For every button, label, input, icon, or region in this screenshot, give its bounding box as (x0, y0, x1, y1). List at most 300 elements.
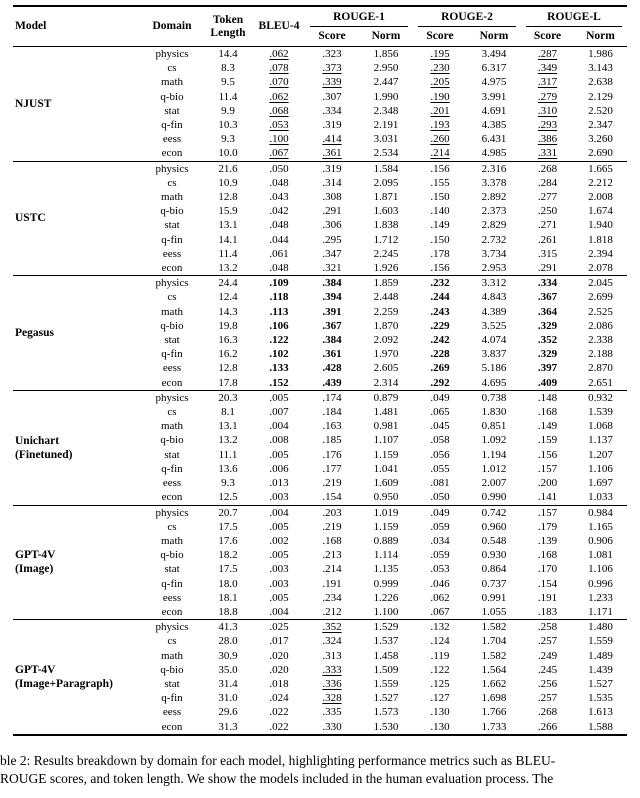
domain-label: econ (161, 605, 183, 618)
value-cell: 12.5 (218, 491, 238, 504)
domain-label: stat (164, 334, 180, 347)
domain-label: stat (164, 104, 180, 117)
value-cell: .244 (430, 291, 450, 304)
col-subheader-rougel-score: Score (533, 30, 562, 42)
col-subheader-rouge2-norm: Norm (479, 30, 509, 42)
value-cell: .367 (537, 291, 558, 304)
value-cell: .154 (537, 577, 558, 590)
value-cell: .043 (269, 191, 289, 204)
domain-label: eess (162, 477, 182, 490)
value-cell: 3.494 (481, 48, 507, 60)
value-cell: 31.0 (218, 692, 238, 705)
value-cell: 11.4 (218, 247, 238, 260)
domain-label: math (161, 420, 183, 433)
value-cell: 17.8 (218, 376, 238, 389)
value-cell: .314 (322, 176, 342, 189)
value-cell: .022 (269, 720, 289, 733)
value-cell: .053 (430, 563, 450, 576)
value-cell: 0.889 (373, 534, 399, 547)
token-header-line2: Length (210, 26, 246, 39)
model-name: Pegasus (15, 327, 54, 340)
col-subheader-rouge1-norm: Norm (371, 30, 401, 42)
value-cell: 2.092 (373, 334, 399, 347)
value-cell: .334 (322, 104, 342, 117)
value-cell: 12.8 (218, 362, 238, 375)
value-cell: 1.712 (373, 233, 399, 246)
value-cell: .256 (537, 677, 558, 690)
value-cell: 4.695 (481, 376, 507, 389)
value-cell: 9.5 (221, 76, 235, 89)
value-cell: .293 (537, 119, 558, 132)
value-cell: .284 (537, 176, 558, 189)
value-cell: .260 (430, 133, 450, 146)
value-cell: 31.3 (218, 720, 238, 733)
value-cell: 13.1 (218, 219, 238, 232)
value-cell: 2.394 (588, 247, 613, 260)
value-cell: 1.529 (373, 621, 399, 634)
value-cell: 1.537 (373, 635, 399, 648)
value-cell: .003 (269, 491, 289, 504)
domain-label: econ (161, 262, 183, 275)
value-cell: .266 (537, 720, 558, 733)
value-cell: .177 (322, 462, 342, 475)
domain-label: econ (161, 491, 183, 504)
value-cell: 1.135 (373, 563, 399, 576)
value-cell: .155 (430, 176, 450, 189)
value-cell: 1.439 (588, 663, 613, 676)
value-cell: .291 (537, 262, 558, 275)
domain-label: q-bio (160, 319, 184, 332)
value-cell: 2.212 (588, 176, 613, 189)
value-cell: 1.100 (373, 605, 399, 618)
value-cell: 2.191 (373, 119, 399, 132)
value-cell: 4.975 (481, 76, 507, 89)
value-cell: 2.086 (588, 319, 613, 332)
value-cell: 1.458 (373, 649, 399, 662)
value-cell: .139 (537, 534, 558, 547)
value-cell: 1.106 (588, 563, 613, 576)
value-cell: 0.984 (588, 506, 613, 519)
value-cell: 2.699 (588, 291, 613, 304)
domain-label: eess (162, 362, 182, 375)
value-cell: 28.0 (218, 635, 238, 648)
value-cell: .249 (537, 649, 558, 662)
domain-label: cs (167, 291, 177, 304)
value-cell: .279 (537, 90, 558, 103)
value-cell: .045 (430, 420, 450, 433)
table-caption (0, 752, 640, 788)
value-cell: 0.906 (588, 534, 613, 547)
value-cell: .330 (322, 720, 342, 733)
value-cell: 17.6 (218, 534, 238, 547)
value-cell: .156 (430, 162, 450, 175)
value-cell: .439 (322, 376, 342, 389)
value-cell: 14.3 (218, 305, 238, 318)
value-cell: 1.226 (373, 591, 399, 604)
value-cell: .168 (537, 549, 558, 562)
domain-label: physics (155, 621, 189, 634)
domain-label: q-fin (161, 462, 183, 475)
domain-label: q-fin (161, 348, 183, 361)
value-cell: .257 (537, 635, 558, 648)
domain-label: eess (162, 247, 182, 260)
value-cell: 2.447 (373, 76, 399, 89)
value-cell: .295 (322, 233, 342, 246)
value-cell: 2.651 (588, 376, 613, 389)
value-cell: .261 (537, 233, 558, 246)
value-cell: .391 (322, 305, 342, 318)
value-cell: 1.926 (373, 262, 399, 275)
value-cell: .329 (537, 348, 558, 361)
value-cell: .212 (322, 605, 342, 618)
value-cell: 1.766 (481, 706, 507, 719)
value-cell: 2.690 (588, 147, 613, 160)
value-cell: 13.6 (218, 462, 238, 475)
value-cell: .185 (322, 434, 342, 447)
value-cell: .268 (537, 706, 558, 719)
value-cell: .049 (430, 506, 450, 519)
value-cell: 41.3 (218, 621, 238, 634)
caption-line-2: ROUGE scores, and token length. We show the models included in the human evaluation process. The (0, 771, 554, 786)
value-cell: 2.045 (588, 277, 613, 290)
value-cell: .190 (430, 90, 450, 103)
value-cell: 2.870 (588, 362, 613, 375)
domain-label: math (161, 305, 183, 318)
value-cell: 1.481 (373, 406, 399, 419)
value-cell: .020 (269, 649, 289, 662)
value-cell: 6.317 (481, 62, 507, 75)
value-cell: 3.734 (481, 247, 507, 260)
model-name: GPT-4V (Image+Paragraph) (15, 663, 113, 690)
domain-label: stat (164, 448, 180, 461)
value-cell: .148 (537, 391, 558, 404)
domain-label: physics (155, 277, 189, 290)
value-cell: .277 (537, 191, 558, 204)
value-cell: .339 (322, 76, 342, 89)
model-name: NJUST (15, 97, 52, 110)
value-cell: .317 (537, 76, 558, 89)
value-cell: 2.448 (373, 291, 399, 304)
value-cell: 1.535 (588, 692, 613, 705)
value-cell: 2.953 (481, 262, 507, 275)
value-cell: 1.582 (481, 621, 507, 634)
domain-label: q-bio (160, 549, 184, 562)
value-cell: .319 (322, 162, 342, 175)
table-row (13, 276, 627, 291)
domain-label: physics (155, 162, 189, 175)
value-cell: .179 (537, 520, 558, 533)
value-cell: .053 (269, 119, 289, 132)
value-cell: .025 (269, 621, 289, 634)
value-cell: .068 (269, 104, 289, 117)
value-cell: .005 (269, 391, 289, 404)
value-cell: .214 (322, 563, 342, 576)
domain-label: q-bio (160, 434, 184, 447)
value-cell: .050 (430, 491, 450, 504)
value-cell: .321 (322, 262, 342, 275)
value-cell: 1.559 (373, 677, 399, 690)
value-cell: .178 (430, 247, 450, 260)
value-cell: .109 (269, 277, 289, 290)
value-cell: .315 (537, 247, 558, 260)
value-cell: .258 (537, 621, 558, 634)
table-row (13, 505, 627, 520)
model-group (13, 161, 627, 276)
value-cell: .159 (537, 434, 558, 447)
value-cell: .203 (322, 506, 342, 519)
value-cell: .013 (269, 477, 289, 490)
value-cell: 1.564 (481, 663, 507, 676)
domain-label: cs (167, 176, 177, 189)
value-cell: 9.9 (221, 104, 235, 117)
value-cell: 1.609 (373, 477, 399, 490)
value-cell: .055 (430, 462, 450, 475)
value-cell: .140 (430, 205, 450, 218)
model-name: USTC (15, 212, 46, 225)
domain-label: econ (161, 720, 183, 733)
value-cell: .324 (322, 635, 342, 648)
value-cell: 1.559 (588, 635, 613, 648)
value-cell: 13.2 (218, 434, 238, 447)
value-cell: .062 (269, 90, 289, 103)
value-cell: .268 (537, 162, 558, 175)
col-header-token-length (203, 6, 253, 47)
value-cell: .156 (537, 448, 558, 461)
domain-label: math (161, 649, 183, 662)
value-cell: .183 (537, 605, 558, 618)
value-cell: .213 (322, 549, 342, 562)
domain-label: stat (164, 563, 180, 576)
value-cell: 12.4 (218, 291, 238, 304)
value-cell: 1.114 (373, 549, 399, 562)
value-cell: 4.691 (481, 104, 507, 117)
value-cell: .002 (269, 534, 289, 547)
value-cell: .174 (322, 391, 342, 404)
value-cell: 1.582 (481, 649, 507, 662)
value-cell: 13.1 (218, 420, 238, 433)
domain-label: cs (167, 635, 177, 648)
value-cell: .065 (430, 406, 450, 419)
value-cell: .113 (269, 305, 289, 318)
col-header-rouge2: ROUGE-2 (413, 6, 521, 27)
value-cell: .269 (430, 362, 450, 375)
table-row (13, 390, 627, 405)
value-cell: .205 (430, 76, 450, 89)
value-cell: 4.389 (481, 305, 507, 318)
value-cell: .349 (537, 62, 558, 75)
value-cell: 0.864 (481, 563, 507, 576)
value-cell: 17.5 (218, 563, 238, 576)
col-header-domain: Domain (152, 20, 192, 32)
value-cell: .292 (430, 376, 450, 389)
value-cell: 3.837 (481, 348, 507, 361)
value-cell: 1.207 (588, 448, 613, 461)
value-cell: .141 (537, 491, 558, 504)
domain-label: physics (155, 48, 189, 60)
value-cell: .106 (269, 319, 289, 332)
value-cell: .428 (322, 362, 342, 375)
value-cell: 8.3 (221, 62, 235, 75)
value-cell: .005 (269, 549, 289, 562)
value-cell: 1.662 (481, 677, 507, 690)
value-cell: 29.6 (218, 706, 238, 719)
value-cell: 1.012 (481, 462, 507, 475)
value-cell: .323 (322, 48, 342, 60)
value-cell: 16.3 (218, 334, 238, 347)
value-cell: .132 (430, 621, 450, 634)
col-header-rougel: ROUGE-L (521, 6, 627, 27)
value-cell: .168 (537, 406, 558, 419)
value-cell: 1.019 (373, 506, 399, 519)
value-cell: 9.3 (221, 133, 235, 146)
value-cell: 0.851 (481, 420, 507, 433)
value-cell: .022 (269, 706, 289, 719)
value-cell: 2.525 (588, 305, 613, 318)
value-cell: .149 (430, 219, 450, 232)
value-cell: 1.665 (588, 162, 613, 175)
value-cell: 8.1 (221, 406, 235, 419)
value-cell: 1.870 (373, 319, 399, 332)
value-cell: 1.055 (481, 605, 507, 618)
value-cell: 1.573 (373, 706, 399, 719)
value-cell: 0.991 (481, 591, 507, 604)
value-cell: 3.312 (481, 277, 507, 290)
value-cell: .394 (322, 291, 342, 304)
value-cell: .243 (430, 305, 450, 318)
value-cell: 1.171 (588, 605, 613, 618)
value-cell: 1.704 (481, 635, 507, 648)
domain-label: q-fin (161, 577, 183, 590)
value-cell: 2.008 (588, 191, 613, 204)
domain-label: eess (162, 591, 182, 604)
value-cell: 1.527 (588, 677, 613, 690)
value-cell: .008 (269, 434, 289, 447)
value-cell: .059 (430, 549, 450, 562)
value-cell: .020 (269, 663, 289, 676)
value-cell: 1.990 (373, 90, 399, 103)
domain-label: q-fin (161, 233, 183, 246)
model-group (13, 276, 627, 391)
value-cell: .361 (322, 147, 342, 160)
value-cell: 0.548 (481, 534, 507, 547)
value-cell: .229 (430, 319, 450, 332)
value-cell: .232 (430, 277, 450, 290)
col-subheader-rouge2-score: Score (426, 30, 454, 42)
value-cell: 1.698 (481, 692, 507, 705)
value-cell: .078 (269, 62, 289, 75)
domain-label: q-bio (160, 205, 184, 218)
value-cell: 1.480 (588, 621, 613, 634)
value-cell: 2.638 (588, 76, 613, 89)
value-cell: 1.940 (588, 219, 613, 232)
value-cell: .005 (269, 591, 289, 604)
value-cell: 16.2 (218, 348, 238, 361)
value-cell: .334 (537, 277, 558, 290)
value-cell: 2.347 (588, 119, 613, 132)
value-cell: 13.2 (218, 262, 238, 275)
value-cell: 0.981 (373, 420, 399, 433)
value-cell: .228 (430, 348, 450, 361)
value-cell: .048 (269, 219, 289, 232)
value-cell: 1.733 (481, 720, 507, 733)
value-cell: .004 (269, 506, 289, 519)
value-cell: .306 (322, 219, 342, 232)
value-cell: 1.530 (373, 720, 399, 733)
domain-label: q-fin (161, 119, 183, 132)
value-cell: 2.950 (373, 62, 399, 75)
value-cell: .191 (537, 591, 558, 604)
value-cell: 1.613 (588, 706, 613, 719)
domain-label: physics (155, 391, 189, 404)
col-header-bleu4: BLEU-4 (258, 20, 300, 32)
value-cell: 1.081 (588, 549, 613, 562)
value-cell: .005 (269, 448, 289, 461)
value-cell: .042 (269, 205, 289, 218)
value-cell: 0.930 (481, 549, 507, 562)
value-cell: 35.0 (218, 663, 238, 676)
value-cell: 18.1 (218, 591, 238, 604)
value-cell: .133 (269, 362, 289, 375)
value-cell: .214 (430, 147, 450, 160)
value-cell: 5.186 (481, 362, 507, 375)
value-cell: .003 (269, 563, 289, 576)
value-cell: .125 (430, 677, 450, 690)
col-header-model: Model (15, 20, 47, 32)
value-cell: 1.871 (373, 191, 399, 204)
value-cell: 2.520 (588, 104, 613, 117)
value-cell: 4.385 (481, 119, 507, 132)
table-header (13, 6, 627, 47)
value-cell: .234 (322, 591, 342, 604)
value-cell: 9.3 (221, 477, 235, 490)
value-cell: .156 (430, 262, 450, 275)
value-cell: .414 (322, 133, 342, 146)
value-cell: 1.970 (373, 348, 399, 361)
value-cell: .149 (537, 420, 558, 433)
value-cell: 0.996 (588, 577, 613, 590)
domain-label: eess (162, 133, 182, 146)
value-cell: 1.603 (373, 205, 399, 218)
domain-label: cs (167, 406, 177, 419)
value-cell: .367 (322, 319, 342, 332)
value-cell: .333 (322, 663, 342, 676)
value-cell: 2.129 (588, 90, 613, 103)
value-cell: 0.932 (588, 391, 613, 404)
table-row (13, 47, 627, 62)
value-cell: .335 (322, 706, 342, 719)
value-cell: 10.9 (218, 176, 238, 189)
value-cell: 2.373 (481, 205, 507, 218)
value-cell: .062 (430, 591, 450, 604)
value-cell: 1.986 (588, 48, 613, 60)
value-cell: .048 (269, 262, 289, 275)
value-cell: .319 (322, 119, 342, 132)
value-cell: 2.245 (373, 247, 399, 260)
domain-label: math (161, 76, 183, 89)
value-cell: 2.348 (373, 104, 399, 117)
value-cell: .081 (430, 477, 450, 490)
domain-label: q-bio (160, 90, 184, 103)
value-cell: .062 (269, 48, 289, 60)
value-cell: 1.041 (373, 462, 399, 475)
value-cell: 0.738 (481, 391, 507, 404)
value-cell: .219 (322, 520, 342, 533)
value-cell: .034 (430, 534, 450, 547)
value-cell: 2.732 (481, 233, 507, 246)
value-cell: .017 (269, 635, 289, 648)
value-cell: .119 (430, 649, 450, 662)
value-cell: 14.1 (218, 233, 238, 246)
